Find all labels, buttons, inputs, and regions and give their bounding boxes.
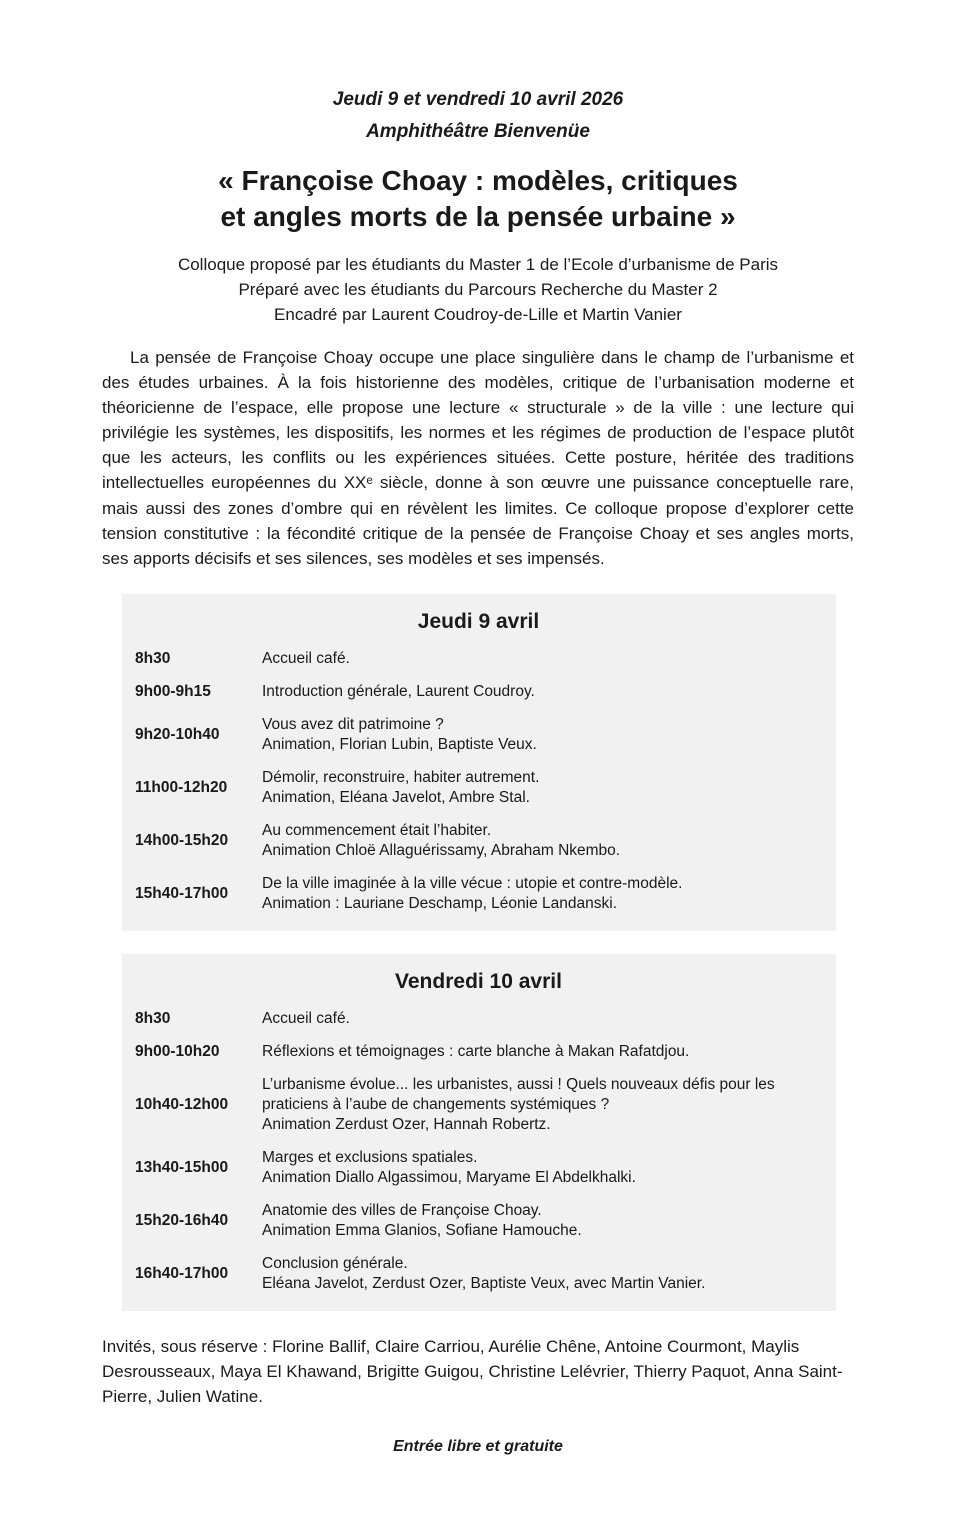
event-dates: Jeudi 9 et vendredi 10 avril 2026 (332, 89, 624, 110)
session-description-line: L’urbanisme évolue... les urbanistes, aussi ! Quels nouveaux défis pour les praticiens à l’aube de changements systémiques ? (262, 1075, 775, 1113)
schedule-row (135, 874, 822, 914)
schedule-row (135, 715, 822, 755)
schedule-row (135, 768, 822, 808)
subtitle-block (102, 252, 854, 327)
document-page (102, 0, 854, 1516)
session-description-line: Marges et exclusions spatiales. (262, 1148, 478, 1166)
session-description (262, 1075, 822, 1135)
page-title (102, 163, 854, 235)
subtitle-line-supervisors: Encadré par Laurent Coudroy-de-Lille et Martin Vanier (274, 305, 682, 324)
subtitle-line-organizers: Colloque proposé par les étudiants du Master 1 de l’Ecole d’urbanisme de Paris (177, 255, 779, 274)
session-description-line: Accueil café. (262, 649, 350, 667)
session-description-line: Conclusion générale. (262, 1254, 408, 1272)
session-description-line: De la ville imaginée à la ville vécue : utopie et contre-modèle. (262, 874, 683, 892)
schedule-row (135, 1254, 822, 1294)
schedule-row (135, 1075, 822, 1135)
schedule-row (135, 649, 822, 669)
session-description-line: Animation Chloë Allaguérissamy, Abraham Nkembo. (262, 841, 621, 859)
session-time: 8h30 (135, 1009, 171, 1027)
session-time: 10h40-12h00 (135, 1095, 229, 1113)
invitees-paragraph: Invités, sous réserve : Florine Ballif, Claire Carriou, Aurélie Chêne, Antoine Courmont, Maylis Desrousseaux, Maya El Khawand, Brigitte Guigou, Christine Lelévrier, Thierry Paquot, Anna Saint-Pierre, Julien Watine. (102, 1336, 843, 1406)
session-time: 15h20-16h40 (135, 1211, 229, 1229)
session-description (262, 768, 822, 808)
day-schedule-block (122, 594, 836, 931)
schedule-section (102, 594, 854, 1311)
session-description (262, 1148, 822, 1188)
schedule-row (135, 1201, 822, 1241)
session-time: 9h00-10h20 (135, 1042, 220, 1060)
session-time: 15h40-17h00 (135, 884, 229, 902)
session-description (262, 649, 822, 669)
day-title: Jeudi 9 avril (417, 609, 540, 633)
session-description-line: Introduction générale, Laurent Coudroy. (262, 682, 535, 700)
schedule-row (135, 1009, 822, 1029)
page-title-line-2: et angles morts de la pensée urbaine » (220, 201, 736, 232)
session-time: 8h30 (135, 649, 171, 667)
session-description (262, 821, 822, 861)
session-description-line: Démolir, reconstruire, habiter autrement. (262, 768, 540, 786)
session-description-line: Animation, Eléana Javelot, Ambre Stal. (262, 788, 530, 806)
day-rows (135, 649, 822, 914)
session-description (262, 874, 822, 914)
session-description-line: Animation Zerdust Ozer, Hannah Robertz. (262, 1115, 551, 1133)
session-description-line: Vous avez dit patrimoine ? (262, 715, 444, 733)
subtitle-line-preparation: Préparé avec les étudiants du Parcours Recherche du Master 2 (238, 280, 718, 299)
entry-note: Entrée libre et gratuite (393, 1437, 563, 1455)
event-venue: Amphithéâtre Bienvenüe (366, 121, 590, 142)
session-description-line: Réflexions et témoignages : carte blanche à Makan Rafatdjou. (262, 1042, 690, 1060)
session-time: 11h00-12h20 (135, 778, 228, 796)
schedule-row (135, 682, 822, 702)
session-time: 13h40-15h00 (135, 1158, 229, 1176)
schedule-row (135, 1148, 822, 1188)
session-description (262, 715, 822, 755)
day-schedule-block (122, 954, 836, 1311)
session-description (262, 1009, 822, 1029)
day-rows (135, 1009, 822, 1294)
session-description-line: Accueil café. (262, 1009, 350, 1027)
session-description-line: Animation, Florian Lubin, Baptiste Veux. (262, 735, 537, 753)
session-time: 16h40-17h00 (135, 1264, 229, 1282)
session-description-line: Animation Diallo Algassimou, Maryame El Abdelkhalki. (262, 1168, 636, 1186)
session-description-line: Au commencement était l’habiter. (262, 821, 492, 839)
session-description (262, 682, 822, 702)
intro-paragraph: La pensée de Françoise Choay occupe une place singulière dans le champ de l’urbanisme et des études urbaines. À la fois historienne des modèles, critique de l’urbanisation moderne et théoricienne de l’espace, elle propose une lecture « structurale » de la ville : une lecture qui privilégie les systèmes, les dispositifs, les normes et les régimes de production de l’espace plutôt que les acteurs, les conflits ou les expériences situées. Cette posture, héritée des traditions intellectuelles européennes du XXᵉ siècle, donne à son œuvre une puissance conceptuelle rare, mais aussi des zones d’ombre qui en révèlent les limites. Ce colloque propose d’explorer cette tension constitutive : la fécondité critique de la pensée de Françoise Choay et ses angles morts, ses apports décisifs et ses silences, ses modèles et ses impensés. (102, 348, 854, 568)
session-description-line: Anatomie des villes de Françoise Choay. (262, 1201, 542, 1219)
session-time: 14h00-15h20 (135, 831, 229, 849)
schedule-row (135, 1042, 822, 1062)
session-description-line: Animation Emma Glanios, Sofiane Hamouche. (262, 1221, 582, 1239)
schedule-row (135, 821, 822, 861)
session-description (262, 1042, 822, 1062)
page-title-line-1: « Françoise Choay : modèles, critiques (218, 165, 738, 196)
session-description (262, 1201, 822, 1241)
session-time: 9h20-10h40 (135, 725, 220, 743)
session-time: 9h00-9h15 (135, 682, 211, 700)
session-description-line: Eléana Javelot, Zerdust Ozer, Baptiste Veux, avec Martin Vanier. (262, 1274, 706, 1292)
session-description-line: Animation : Lauriane Deschamp, Léonie Landanski. (262, 894, 618, 912)
session-description (262, 1254, 822, 1294)
day-title: Vendredi 10 avril (395, 969, 562, 993)
